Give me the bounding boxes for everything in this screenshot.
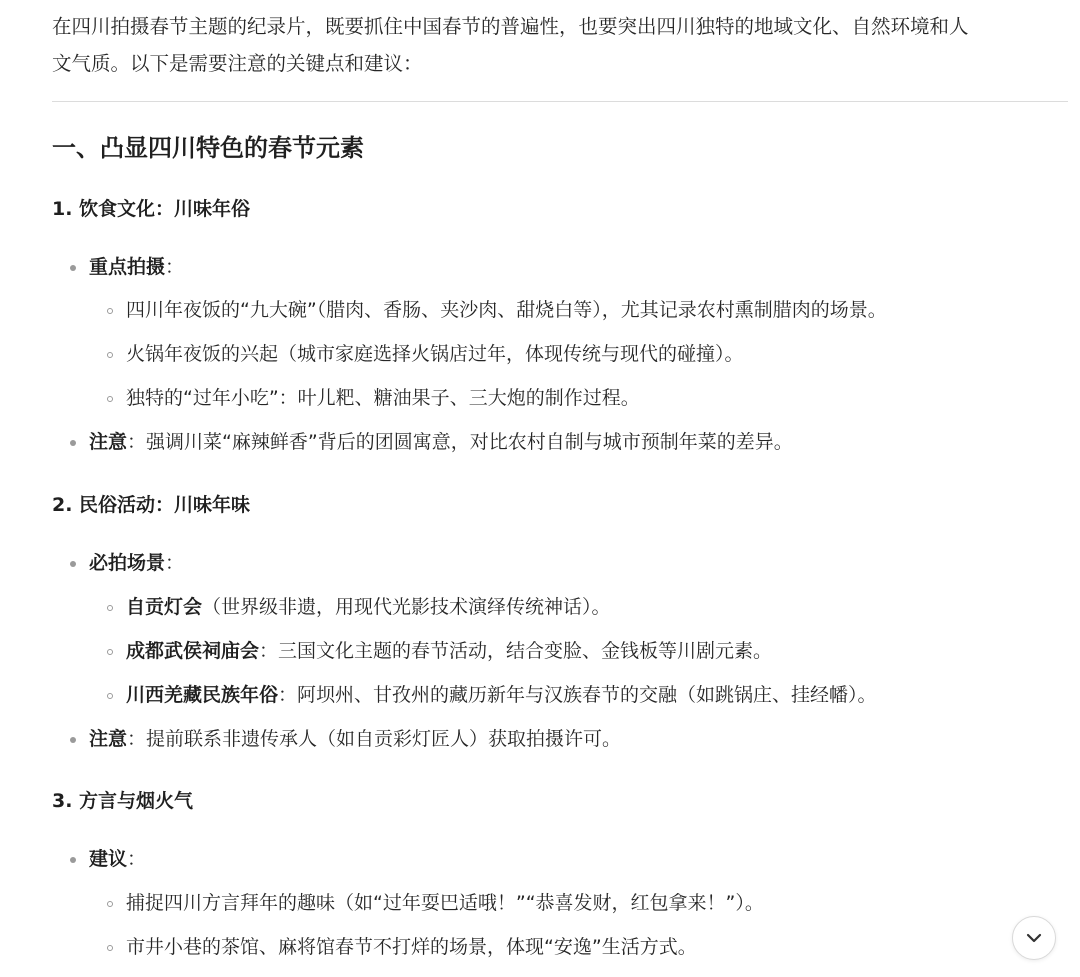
bullet-dot — [70, 737, 76, 743]
bullet-note: 注意：强调川菜“麻辣鲜香”背后的团圆寓意，对比农村自制与城市预制年菜的差异。 — [89, 431, 793, 453]
intro-line-2: 文气质。以下是需要注意的关键点和建议： — [52, 52, 423, 75]
bullet-dot — [70, 440, 76, 446]
bullet-label: 重点拍摄 — [89, 256, 166, 278]
section-heading: 一、凸显四川特色的春节元素 — [52, 134, 364, 162]
subsection-heading-1: 1. 饮食文化：川味年俗 — [52, 198, 251, 220]
list-item: 川西羌藏民族年俗：阿坝州、甘孜州的藏历新年与汉族春节的交融（如跳锅庄、挂经幡）。 — [126, 684, 877, 706]
bullet-label: 建议 — [89, 848, 128, 870]
sub-bullet-circle — [107, 649, 113, 655]
sub-bullet-circle — [107, 693, 113, 699]
bullet-label: 必拍场景 — [89, 552, 166, 574]
intro-paragraph — [52, 8, 1070, 82]
sub-bullet-circle — [107, 605, 113, 611]
bullet-dot — [70, 265, 76, 271]
bullet-label: 注意 — [89, 431, 128, 453]
list-item: 独特的“过年小吃”：叶儿粑、糖油果子、三大炮的制作过程。 — [126, 387, 640, 409]
sub-bullet-circle — [107, 308, 113, 314]
chevron-down-icon — [1024, 928, 1044, 948]
intro-line-1: 在四川拍摄春节主题的纪录片，既要抓住中国春节的普遍性，也要突出四川独特的地域文化、自然环境和人 — [52, 15, 969, 38]
sub-bullet-circle — [107, 945, 113, 951]
bullet-key-shots: 重点拍摄： — [89, 256, 185, 278]
divider — [52, 101, 1068, 102]
list-item: 捕捉四川方言拜年的趣味（如“过年耍巴适哦！”“恭喜发财，红包拿来！”）。 — [126, 892, 764, 914]
list-item: 火锅年夜饭的兴起（城市家庭选择火锅店过年，体现传统与现代的碰撞）。 — [126, 343, 744, 365]
list-item: 成都武侯祠庙会：三国文化主题的春节活动，结合变脸、金钱板等川剧元素。 — [126, 640, 773, 662]
bullet-label: 注意 — [89, 728, 128, 750]
list-item: 市井小巷的茶馆、麻将馆春节不打烊的场景，体现“安逸”生活方式。 — [126, 936, 697, 958]
list-item: 自贡灯会（世界级非遗，用现代光影技术演绎传统神话）。 — [126, 596, 611, 618]
scroll-to-bottom-button[interactable] — [1012, 916, 1056, 960]
bullet-suggestion: 建议： — [89, 848, 147, 870]
bullet-dot — [70, 561, 76, 567]
subsection-heading-2: 2. 民俗活动：川味年味 — [52, 494, 251, 516]
sub-bullet-circle — [107, 901, 113, 907]
list-item: 四川年夜饭的“九大碗”（腊肉、香肠、夹沙肉、甜烧白等），尤其记录农村熏制腊肉的场景。 — [126, 299, 887, 321]
sub-bullet-circle — [107, 396, 113, 402]
sub-bullet-circle — [107, 352, 113, 358]
bullet-note: 注意：提前联系非遗传承人（如自贡彩灯匠人）获取拍摄许可。 — [89, 728, 622, 750]
bullet-must-shoot: 必拍场景： — [89, 552, 185, 574]
bullet-dot — [70, 857, 76, 863]
subsection-heading-3: 3. 方言与烟火气 — [52, 790, 194, 812]
